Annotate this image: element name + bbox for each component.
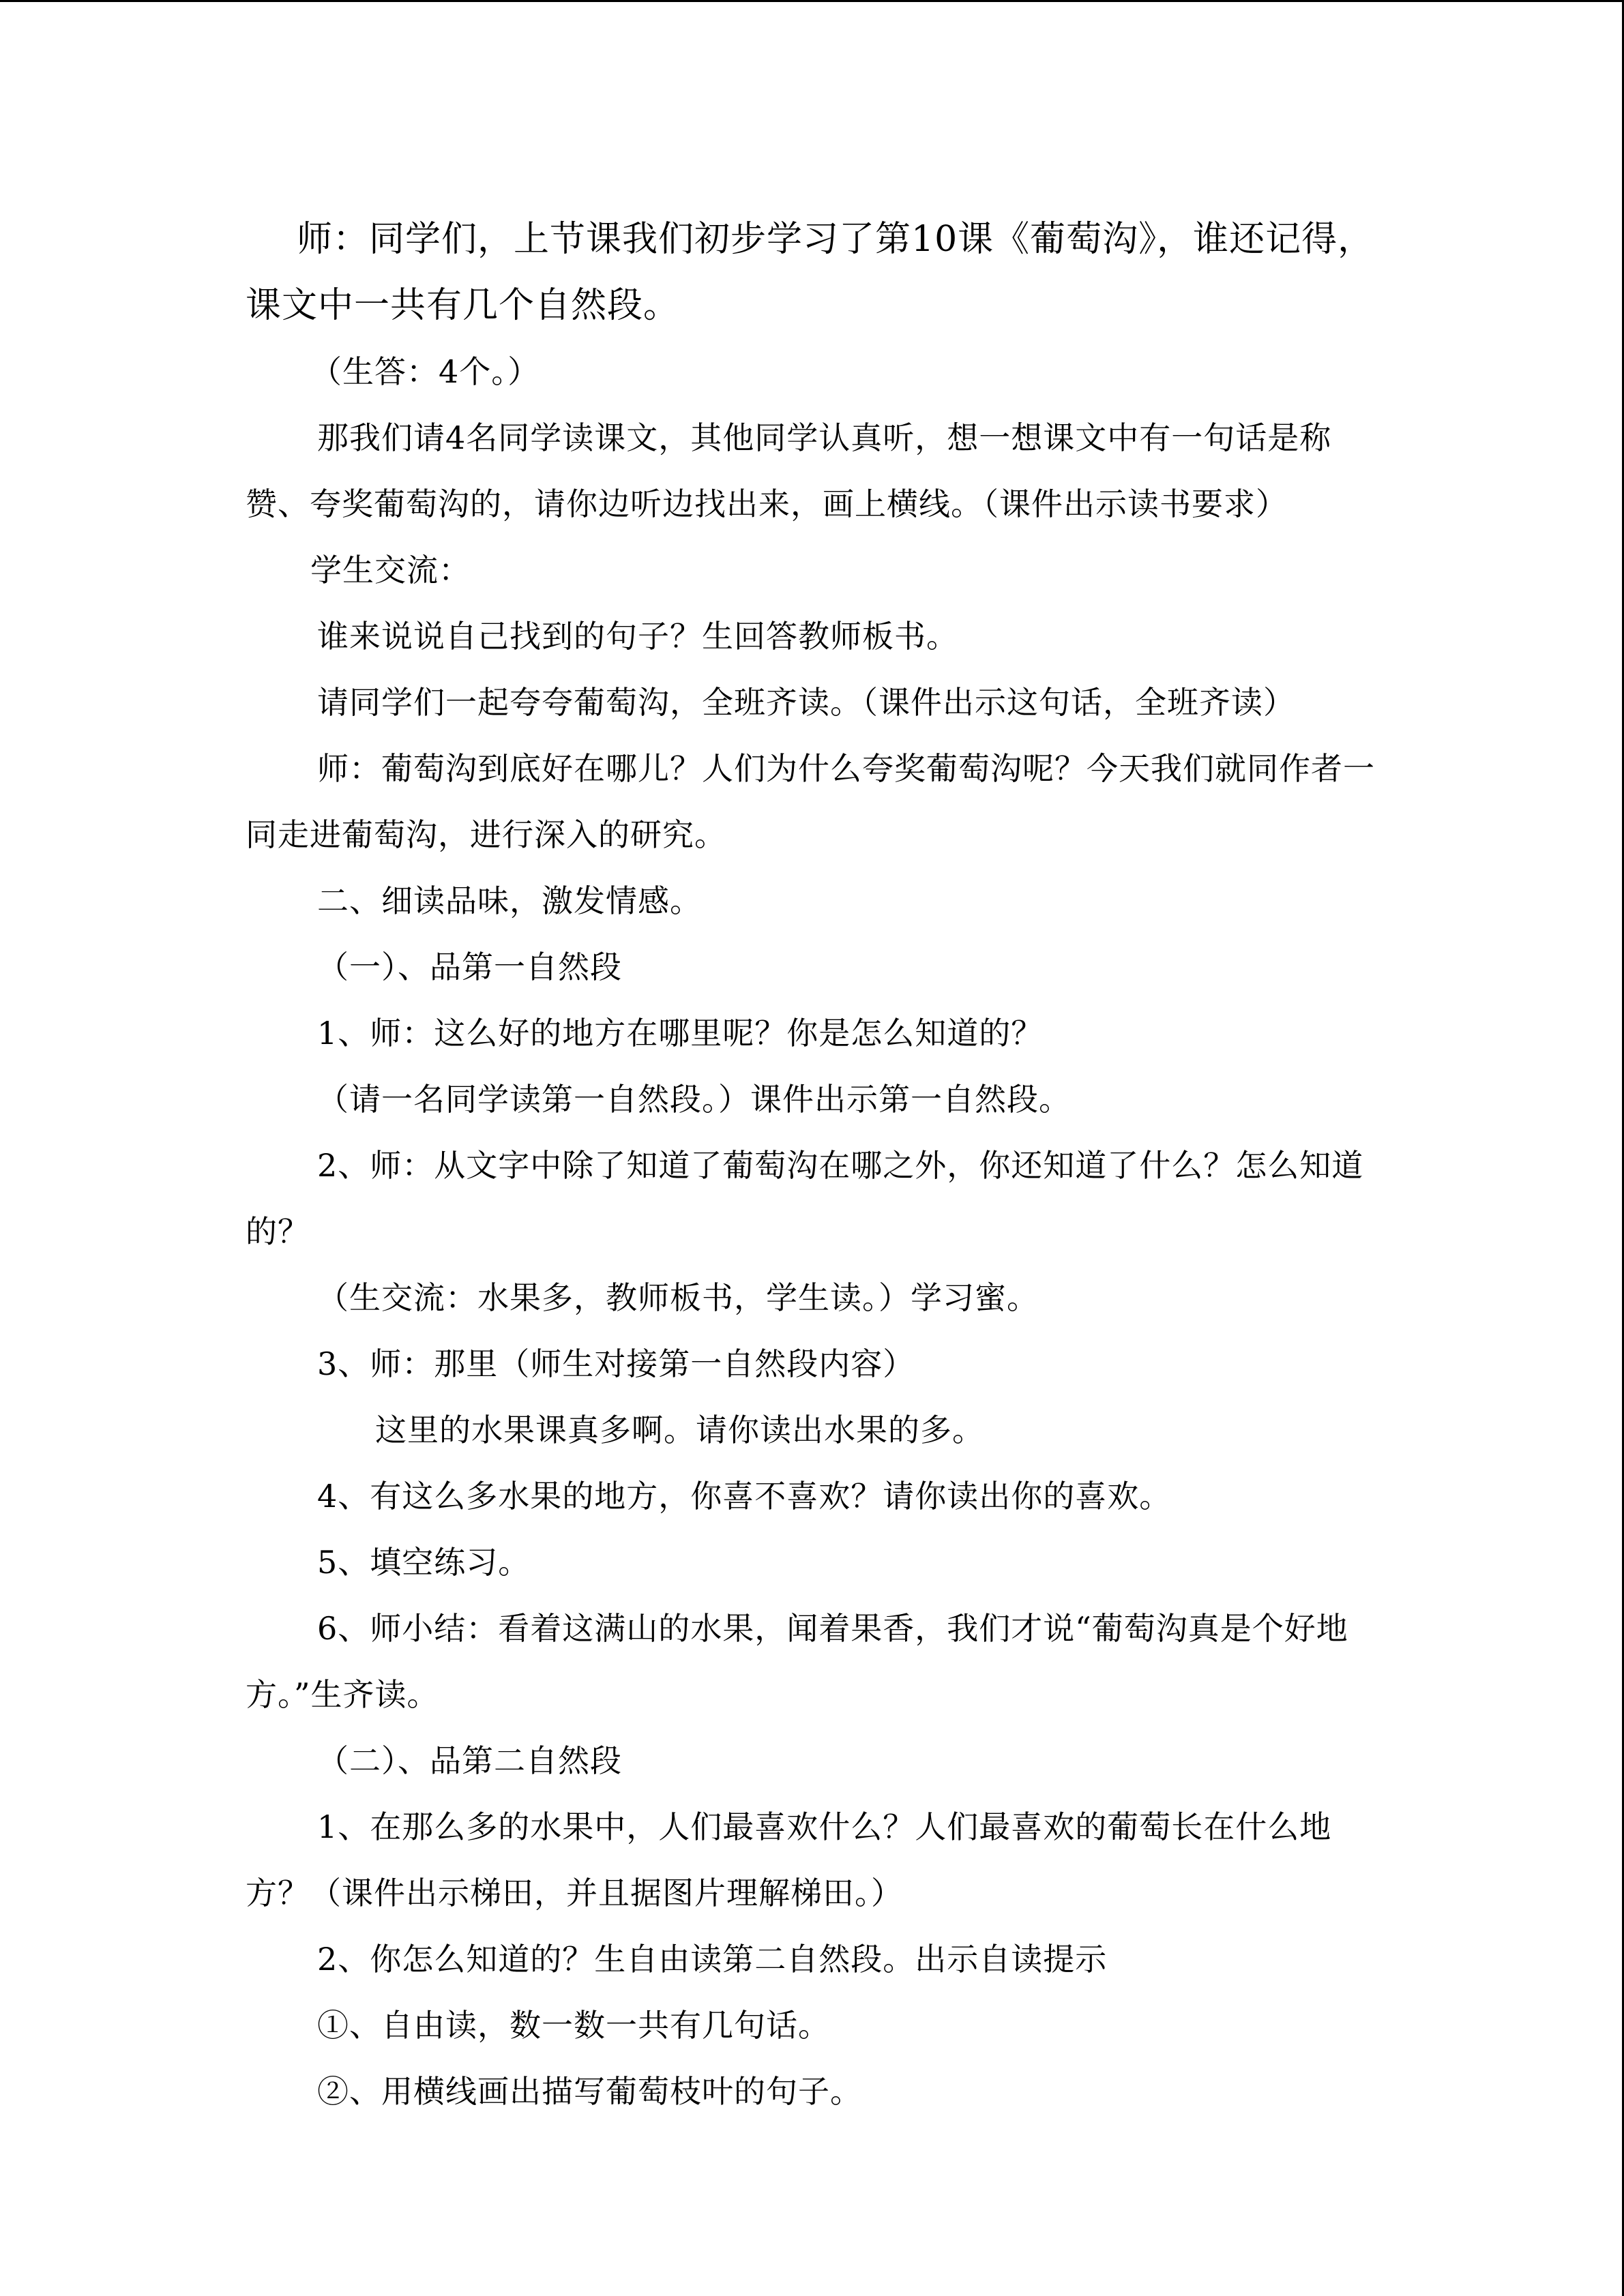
paragraph-intro: 师：同学们，上节课我们初步学习了第10课《葡萄沟》，谁还记得，课文中一共有几个自然段。 [246,219,1374,326]
paragraph-fruit-many: 这里的水果课真多啊。请你读出水果的多。 [375,1412,984,1448]
list-item-3: 3、师：那里（师生对接第一自然段内容） [317,1345,915,1382]
list-item-second-2: 2、你怎么知道的？生自由读第二自然段。出示自读提示 [317,1941,1108,1978]
paragraph-student-exchange: 学生交流： [310,552,471,588]
subsection-heading-1: （一）、品第一自然段 [317,949,622,985]
list-item-second-1: 1、在那么多的水果中，人们最喜欢什么？人们最喜欢的葡萄长在什么地方？（课件出示梯田，并且据图片理解梯田。） [246,1808,1332,1911]
paragraph-exchange-fruit: （生交流：水果多，教师板书，学生读。）学习蜜。 [317,1279,1039,1316]
paragraph-reading-task: 那我们请4名同学读课文，其他同学认真听，想一想课文中有一句话是称赞、夸奖葡萄沟的，请你边听边找出来，画上横线。（课件出示读书要求） [246,419,1332,522]
paragraph-student-answer: （生答：4个。） [310,353,540,390]
list-item-5: 5、填空练习。 [317,1544,531,1581]
section-heading-2: 二、细读品味，激发情感。 [317,882,702,919]
paragraph-who-says: 谁来说说自己找到的句子？生回答教师板书。 [317,618,958,655]
circled-item-2: ②、用横线画出描写葡萄枝叶的句子。 [317,2073,862,2110]
paragraph-read-first: （请一名同学读第一自然段。）课件出示第一自然段。 [317,1081,1071,1118]
subsection-heading-2: （二）、品第二自然段 [317,1742,622,1779]
list-item-4: 4、有这么多水果的地方，你喜不喜欢？请你读出你的喜欢。 [317,1478,1172,1515]
list-item-2: 2、师：从文字中除了知道了葡萄沟在哪之外，你还知道了什么？怎么知道的？ [246,1147,1364,1250]
circled-item-1: ①、自由读，数一数一共有几句话。 [317,2007,830,2044]
paragraph-teacher-question: 师：葡萄沟到底好在哪儿？人们为什么夸奖葡萄沟呢？今天我们就同作者一同走进葡萄沟，进行深入的研究。 [246,750,1375,853]
list-item-1: 1、师：这么好的地方在哪里呢？你是怎么知道的？ [317,1015,1044,1052]
document-body [246,207,1378,2125]
paragraph-praise-together: 请同学们一起夸夸葡萄沟，全班齐读。（课件出示这句话，全班齐读） [317,684,1295,721]
list-item-6: 6、师小结：看着这满山的水果，闻着果香，我们才说“葡萄沟真是个好地方。”生齐读。 [246,1610,1348,1713]
